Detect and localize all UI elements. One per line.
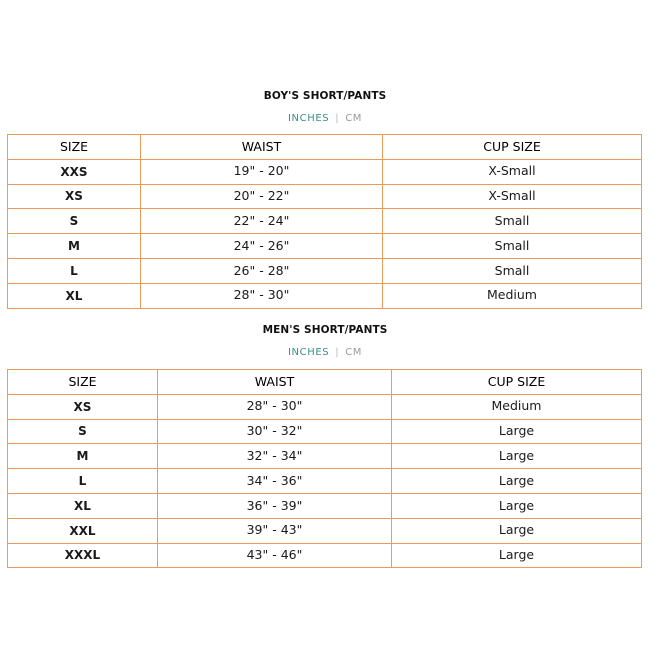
cup-size-cell: Medium: [392, 394, 642, 419]
section-title-boys: BOY'S SHORT/PANTS: [263, 90, 387, 102]
table-row: [8, 444, 642, 469]
table-row: [8, 419, 642, 444]
table-header-row: [8, 135, 642, 160]
cup-size-cell: X-Small: [383, 184, 642, 209]
table-row: [8, 394, 642, 419]
waist-cell: 28" - 30": [158, 394, 392, 419]
size-cell: XXL: [8, 518, 158, 543]
size-cell: M: [8, 444, 158, 469]
cup-size-cell: Large: [392, 419, 642, 444]
cup-size-cell: Small: [383, 209, 642, 234]
table-row: [8, 159, 642, 184]
header-size: SIZE: [8, 135, 141, 160]
boys-size-table: [7, 134, 642, 309]
header-cup-size: CUP SIZE: [383, 135, 642, 160]
unit-cm-tab[interactable]: CM: [345, 113, 362, 124]
size-cell: L: [8, 258, 141, 283]
size-cell: S: [8, 419, 158, 444]
table-row: [8, 209, 642, 234]
waist-cell: 39" - 43": [158, 518, 392, 543]
size-cell: XXXL: [8, 543, 158, 568]
header-cup-size: CUP SIZE: [392, 370, 642, 395]
size-cell: XS: [8, 184, 141, 209]
table-row: [8, 518, 642, 543]
unit-toggle-mens: [0, 347, 650, 358]
waist-cell: 34" - 36": [158, 469, 392, 494]
size-cell: XL: [8, 493, 158, 518]
waist-cell: 26" - 28": [141, 258, 383, 283]
waist-cell: 22" - 24": [141, 209, 383, 234]
size-cell: L: [8, 469, 158, 494]
waist-cell: 28" - 30": [141, 283, 383, 308]
waist-cell: 19" - 20": [141, 159, 383, 184]
cup-size-cell: Small: [383, 258, 642, 283]
waist-cell: 36" - 39": [158, 493, 392, 518]
table-row: [8, 184, 642, 209]
cup-size-cell: Large: [392, 518, 642, 543]
waist-cell: 30" - 32": [158, 419, 392, 444]
header-size: SIZE: [8, 370, 158, 395]
table-row: [8, 543, 642, 568]
size-cell: XL: [8, 283, 141, 308]
size-cell: M: [8, 234, 141, 259]
unit-cm-tab[interactable]: CM: [345, 347, 362, 358]
table-row: [8, 234, 642, 259]
waist-cell: 24" - 26": [141, 234, 383, 259]
mens-size-table: [7, 369, 642, 568]
size-cell: S: [8, 209, 141, 234]
cup-size-cell: X-Small: [383, 159, 642, 184]
cup-size-cell: Medium: [383, 283, 642, 308]
unit-inches-tab[interactable]: INCHES: [288, 347, 330, 358]
cup-size-cell: Large: [392, 469, 642, 494]
cup-size-cell: Small: [383, 234, 642, 259]
table-row: [8, 469, 642, 494]
unit-separator: |: [335, 113, 340, 124]
waist-cell: 32" - 34": [158, 444, 392, 469]
table-header-row: [8, 370, 642, 395]
table-row: [8, 283, 642, 308]
table-row: [8, 493, 642, 518]
size-cell: XS: [8, 394, 158, 419]
unit-toggle-boys: [0, 113, 650, 124]
unit-inches-tab[interactable]: INCHES: [288, 113, 330, 124]
size-cell: XXS: [8, 159, 141, 184]
waist-cell: 43" - 46": [158, 543, 392, 568]
cup-size-cell: Large: [392, 543, 642, 568]
unit-separator: |: [335, 347, 340, 358]
waist-cell: 20" - 22": [141, 184, 383, 209]
section-title-mens: MEN'S SHORT/PANTS: [262, 324, 388, 336]
header-waist: WAIST: [158, 370, 392, 395]
cup-size-cell: Large: [392, 493, 642, 518]
table-row: [8, 258, 642, 283]
header-waist: WAIST: [141, 135, 383, 160]
cup-size-cell: Large: [392, 444, 642, 469]
